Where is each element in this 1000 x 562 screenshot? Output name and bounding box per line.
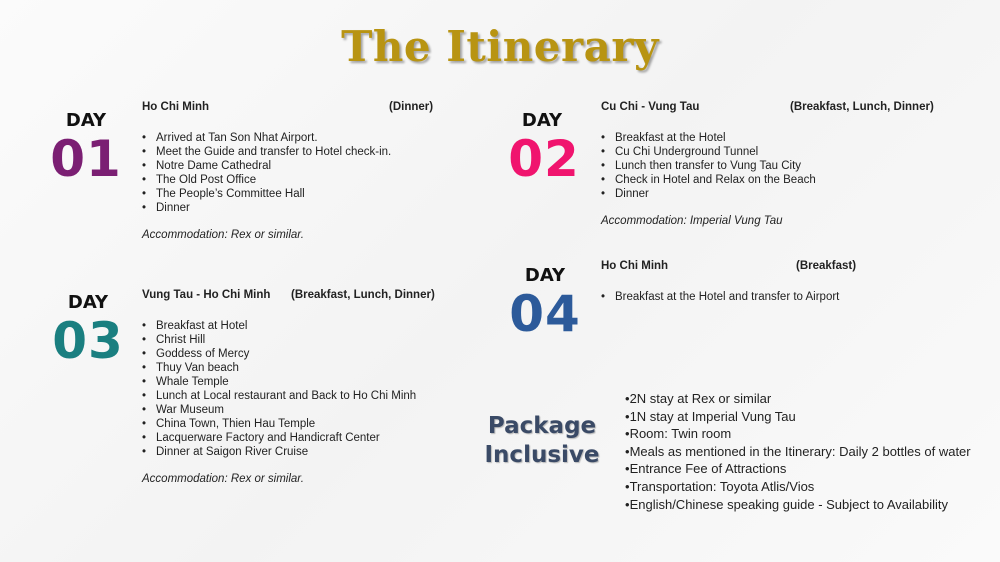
- day-02-accommodation: Accommodation: Imperial Vung Tau: [601, 215, 783, 227]
- package-item: • Entrance Fee of Attractions: [625, 460, 971, 478]
- day-03-accommodation: Accommodation: Rex or similar.: [142, 473, 304, 485]
- list-item: • Meet the Guide and transfer to Hotel check-in.: [156, 145, 452, 159]
- package-title-line2: Inclusive: [484, 442, 600, 468]
- package-title: [482, 412, 602, 470]
- list-item: • Thuy Van beach: [156, 361, 472, 375]
- list-item: • Breakfast at Hotel: [156, 319, 472, 333]
- list-item: • Breakfast at the Hotel: [615, 131, 961, 145]
- list-item: • Dinner at Saigon River Cruise: [156, 445, 472, 459]
- day-03-header: [142, 289, 472, 305]
- day-01-header: [142, 101, 452, 117]
- day-03-meals: (Breakfast, Lunch, Dinner): [291, 289, 435, 301]
- list-item: • Lacquerware Factory and Handicraft Center: [156, 431, 472, 445]
- list-item: • Goddess of Mercy: [156, 347, 472, 361]
- list-item: • Dinner: [156, 201, 452, 215]
- list-item: • Lunch then transfer to Vung Tau City: [615, 159, 961, 173]
- list-item: • Breakfast at the Hotel and transfer to Airport: [615, 290, 901, 304]
- day-03-details: [142, 289, 472, 485]
- list-item: • Notre Dame Cathedral: [156, 159, 452, 173]
- day-01-city: Ho Chi Minh: [142, 101, 210, 113]
- day-02-label: DAY: [521, 110, 563, 131]
- list-item: • War Museum: [156, 403, 472, 417]
- day-02-number: 02: [508, 130, 580, 188]
- package-item: • 2N stay at Rex or similar: [625, 390, 971, 408]
- list-item: • The People’s Committee Hall: [156, 187, 452, 201]
- day-02-city: Cu Chi - Vung Tau: [601, 101, 700, 113]
- day-03-number: 03: [52, 312, 124, 370]
- list-item: • Check in Hotel and Relax on the Beach: [615, 173, 961, 187]
- list-item: • Arrived at Tan Son Nhat Airport.: [156, 131, 452, 145]
- page-title: The Itinerary: [341, 22, 659, 71]
- day-03-list: [142, 319, 472, 459]
- day-04-number: 04: [509, 285, 581, 343]
- list-item: • Christ Hill: [156, 333, 472, 347]
- day-01-meals: (Dinner): [389, 101, 434, 113]
- list-item: • The Old Post Office: [156, 173, 452, 187]
- package-item: • Meals as mentioned in the Itinerary: Daily 2 bottles of water: [625, 443, 971, 461]
- day-01-list: [142, 131, 452, 215]
- day-01-accommodation: Accommodation: Rex or similar.: [142, 229, 304, 241]
- day-04-meals: (Breakfast): [796, 260, 857, 272]
- list-item: • Cu Chi Underground Tunnel: [615, 145, 961, 159]
- day-01-details: [142, 101, 452, 241]
- list-item: • Dinner: [615, 187, 961, 201]
- day-04-header: [601, 260, 901, 276]
- package-item: • Room: Twin room: [625, 425, 971, 443]
- day-02-details: [601, 101, 961, 227]
- package-item: • 1N stay at Imperial Vung Tau: [625, 408, 971, 426]
- day-01-label: DAY: [65, 110, 107, 131]
- package-item: • Transportation: Toyota Atlis/Vios: [625, 478, 971, 496]
- day-04-details: [601, 260, 901, 304]
- day-02-header: [601, 101, 961, 117]
- day-01-number: 01: [50, 130, 122, 188]
- day-02-list: [601, 131, 961, 201]
- day-04-city: Ho Chi Minh: [601, 260, 669, 272]
- package-list: [625, 390, 971, 513]
- list-item: • Whale Temple: [156, 375, 472, 389]
- day-03-label: DAY: [67, 292, 109, 313]
- day-02-meals: (Breakfast, Lunch, Dinner): [790, 101, 934, 113]
- list-item: • Lunch at Local restaurant and Back to Ho Chi Minh: [156, 389, 472, 403]
- list-item: • China Town, Thien Hau Temple: [156, 417, 472, 431]
- day-04-list: [601, 290, 901, 304]
- day-03-city: Vung Tau - Ho Chi Minh: [142, 289, 271, 301]
- package-item: • English/Chinese speaking guide - Subject to Availability: [625, 496, 971, 514]
- day-04-label: DAY: [524, 265, 566, 286]
- package-title-line1: Package: [487, 413, 597, 439]
